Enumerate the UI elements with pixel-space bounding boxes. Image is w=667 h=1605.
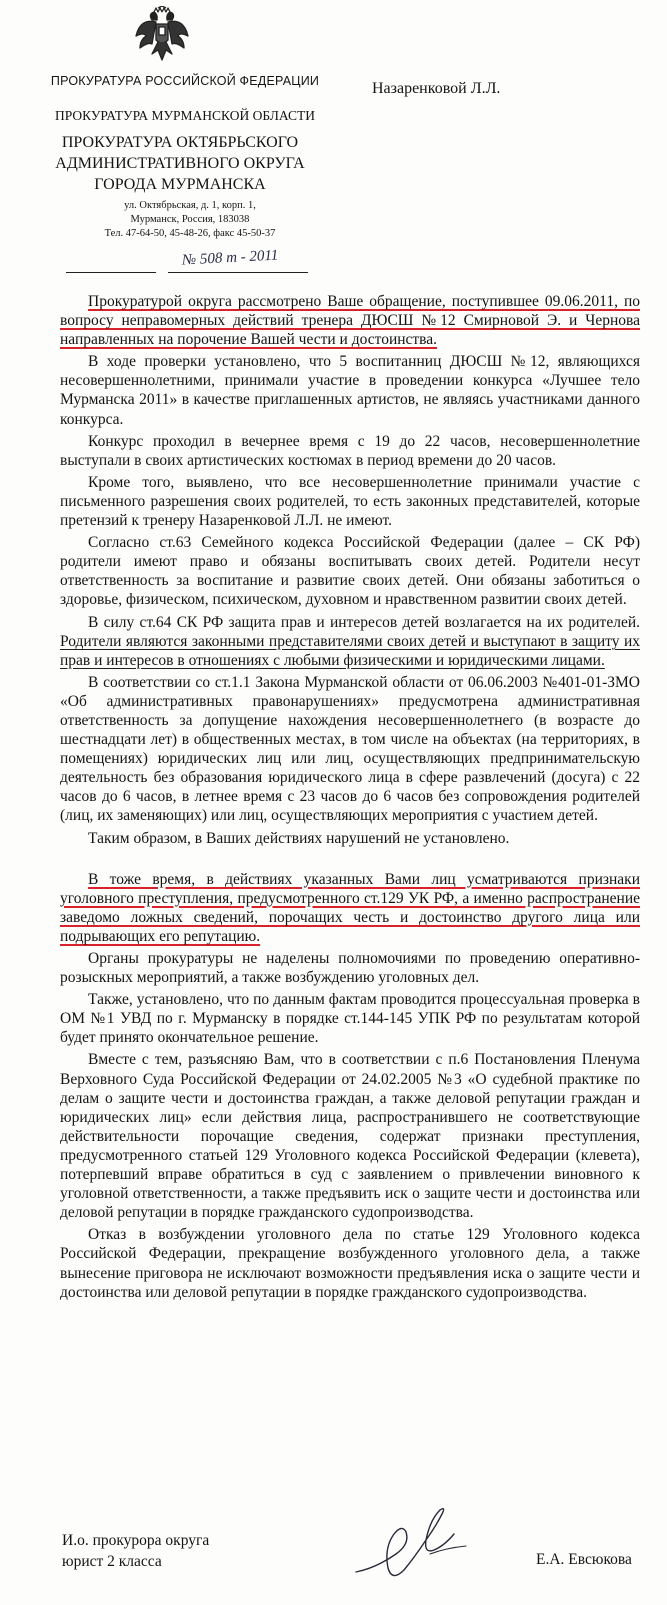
paragraph-1: [60, 292, 640, 349]
letterhead-address: [40, 199, 340, 241]
letterhead-line-district: ПРОКУРАТУРА ОКТЯБРЬСКОГО АДМИНИСТРАТИВНОГО ОКРУГА ГОРОДА МУРМАНСКА: [55, 134, 305, 193]
paragraph-9-text: В тоже время, в действиях указанных Вами лиц усматриваются признаки уголовного преступления, предусмотренного ст.129 УК РФ, а именно распространение заведомо ложных сведений, порочащих честь и достоинство другого лица или подрывающих его репутацию.: [60, 870, 640, 945]
address-city: Мурманск, Россия, 183038: [130, 214, 250, 225]
reference-number-line: [168, 272, 308, 273]
paragraph-6-underlined: Родители являются законными представителями своих детей и выступают в защиту их прав и интересов в отношениях с любыми физическими и юридическими лицами.: [60, 632, 640, 669]
paragraph-8: Таким образом, в Ваших действиях нарушений не установлено.: [88, 829, 510, 847]
paragraph-6-plain: В силу ст.64 СК РФ защита прав и интересов детей возлагается на их родителей.: [88, 613, 640, 631]
paragraph-12: Вместе с тем, разъясняю Вам, что в соответствии с п.6 Постановления Пленума Верховного Суда Российской Федерации от 24.02.2005 №3 «О судебной практике по делам о защите чести и достоинства граждан, а также деловой репутации граждан и юридических лиц» если действия лица, распространившего не соответствующие действительности порочащие сведения, содержат признаки преступления, предусмотренного статьей 129 Уголовного кодекса Российской Федерации (клевета), потерпевший вправе обратиться в суд с заявлением о привлечении виновного к уголовной ответственности, а также предъявить иск о защите чести и достоинства или деловой репутации в порядке гражданского судопроизводства.: [60, 1051, 640, 1222]
address-phones: Тел. 47-64-50, 45-48-26, факс 45-50-37: [104, 228, 276, 239]
paragraph-10: Органы прокуратуры не наделены полномочиями по проведению оперативно-розыскных мероприятий, а также возбуждению уголовных дел.: [60, 950, 640, 987]
signatory-name: Е.А. Евсюкова: [536, 1551, 632, 1568]
reference-number: № 508 m - 2011: [181, 247, 279, 269]
paragraph-7: В соответствии со ст.1.1 Закона Мурманской области от 06.06.2003 №401-01-ЗМО «Об административных правонарушениях» предусмотрена административная ответственность за допущение нахождения несовершеннолетнего (в возрасте до шестнадцати лет) в общественных местах, в том числе на объектах (на территориях, в помещениях) юридических лиц или лиц, осуществляющих предпринимательскую деятельность без образования юридического лица в сфере развлечений (досуга) с 22 часов до 6 часов, в летнее время с 23 часов до 6 часов без сопровождения родителей (лиц, их заменяющих) или лиц, осуществляющих мероприятия с участием детей.: [60, 673, 640, 825]
paragraph-9: [60, 870, 640, 946]
signatory-position-line2: юрист 2 класса: [62, 1553, 162, 1570]
signatory-position: [62, 1530, 209, 1572]
paragraph-5: Согласно ст.63 Семейного кодекса Российской Федерации (далее – СК РФ) родители имеют право и обязаны воспитывать своих детей. Родители несут ответственность за воспитание и развитие своих детей. Они обязаны заботиться о здоровье, физическом, психическом, духовном и нравственном развитии своих детей.: [60, 534, 640, 609]
letterhead-line-region: ПРОКУРАТУРА МУРМАНСКОЙ ОБЛАСТИ: [54, 108, 316, 123]
state-emblem-icon: [134, 6, 190, 66]
paragraph-2: В ходе проверки установлено, что 5 воспитанниц ДЮСШ №12, являющихся несовершеннолетними, принимали участие в проведении конкурса «Лучшее тело Мурманска 2011» в качестве приглашенных артистов, не являясь участниками данного конкурса.: [60, 353, 640, 428]
paragraph-4: Кроме того, выявлено, что все несовершеннолетние принимали участие с письменного разрешения своих родителей, то есть законных представителей, которые претензий к тренеру Назаренковой Л.Л. не имеют.: [60, 473, 640, 530]
paragraph-13: Отказ в возбуждении уголовного дела по статье 129 Уголовного кодекса Российской Федерации, прекращение возбужденного уголовного дела, а также вынесение приговора не исключают возможности предъявления иска о защите чести и достоинства или деловой репутации в порядке гражданского судопроизводства.: [60, 1226, 640, 1301]
paragraph-6: [60, 613, 640, 670]
addressee: Назаренковой Л.Л.: [372, 80, 501, 97]
paragraph-11: Также, установлено, что по данным фактам проводится процессуальная проверка в ОМ №1 УВД по г. Мурманску в порядке ст.144-145 УПК РФ по результатам которой будет принято окончательное решение.: [60, 991, 640, 1047]
handwritten-signature: [350, 1502, 500, 1582]
signatory-position-line1: И.о. прокурора округа: [62, 1532, 210, 1549]
paragraph-1-text: Прокуратурой округа рассмотрено Ваше обращение, поступившее 09.06.2011, по вопросу неправомерных действий тренера ДЮСШ №12 Смирновой Э. и Чернова направленных на порочение Вашей чести и достоинства.: [60, 293, 640, 349]
paragraph-3: Конкурс проходил в вечернее время с 19 до 22 часов, несовершеннолетние выступали в своих артистических костюмах в период времени до 20 часов.: [60, 432, 640, 469]
address-street: ул. Октябрьская, д. 1, корп. 1,: [124, 200, 256, 211]
letter-body: [60, 292, 640, 1305]
letterhead-line-federation: ПРОКУРАТУРА РОССИЙСКОЙ ФЕДЕРАЦИИ: [50, 74, 320, 88]
date-line: [66, 272, 156, 273]
